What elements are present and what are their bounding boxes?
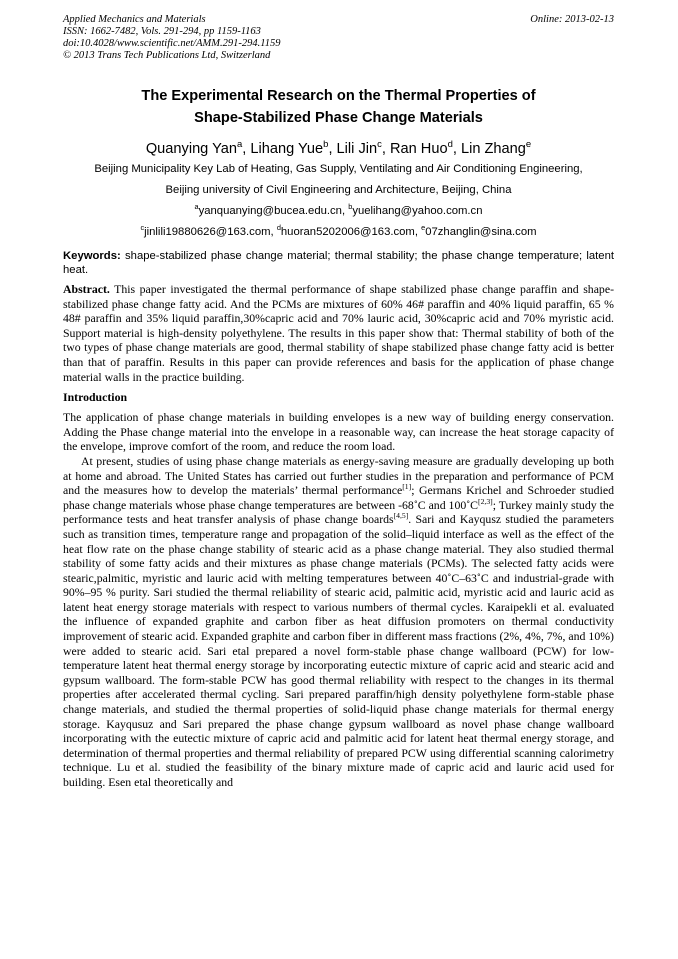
journal-info [63, 14, 280, 62]
affiliation-block [63, 159, 614, 243]
author-name: Quanying Yan [145, 141, 237, 157]
email-c: jinlili19880626@163.com, [144, 226, 277, 238]
author-sup: b [323, 139, 329, 151]
intro-p2-text-d: . Sari and Kayqusz studied the parameters such as transition times, temperature range and propagation of the solid–liquid interface as well as the effect of the heat flow rate on the phase change stability of stearic acid as a phase change material. They also studied thermal stability of some fatty acids and their mixtures as phase change materials (PCMs). The selected fatty acids were stearic,palmitic, myristic and lauric acid with melting temperatures between 40˚C–63˚C and industrial-grade with 90%–95 % purity. Sari studied the thermal reliability of stearic acid, palmitic acid, myristic acid and lauric acid as latent heat energy storage materials with respect to various numbers of thermal cycles. Karaipekli et al. evaluated the influence of expanded graphite and carbon fiber as heat diffusion promoters on thermal conductivity improvement of stearic acid. Expanded graphite and carbon fiber in different mass fractions (2%, 4%, 7%, and 10%) were added to stearic acid. Sari etal prepared a novel form-stable phase change wallboard (PCW) for low-temperature latent heat thermal energy storage by incorporating eutectic mixture of capric acid and stearic acid and gypsum wallboard. The form-stable PCW has good thermal reliability with respect to the changes in its thermal properties after accelerated thermal cycling. Sari prepared paraffin/high density polyethylene form-stable phase change materials, and studied the thermal properties of solid-liquid phase change materials for thermal energy storage. Kayqusuz and Sari prepared the phase change gypsum wallboard as novel phase change wallboard incorporating with the eutectic mixture of capric acid and palmitic acid for latent heat thermal energy storage, and determination of thermal properties and thermal reliability of prepared PCW using differential scanning calorimetry technique. Lu et al. studied the feasibility of the binary mixture made of capric acid and lauric acid used for building. Esen etal theoretically and [63, 512, 614, 789]
email-sup: b [348, 202, 353, 212]
affiliation-line-2: Beijing university of Civil Engineering and Architecture, Beijing, China [165, 184, 512, 196]
author-sup: d [447, 139, 453, 151]
author-sup: e [525, 139, 532, 151]
author-name: Ran Huo [389, 141, 448, 157]
email-a: yanquanying@bucea.edu.cn, [198, 205, 349, 217]
title-line-1: The Experimental Research on the Thermal Properties of [141, 88, 536, 104]
abstract-text: This paper investigated the thermal performance of shape stabilized phase change paraffin and shape-stabilized phase change fatty acid. And the PCMs are mixtures of 60% 46# paraffin and 40% liquid paraffin, 65 % 48# paraffin and 35% liquid paraffin,30%capric acid and 70% lauric acid, 30%capric acid and 70% myristic acid. Support material is high-density polyethylene. The results in this paper show that: Thermal stability of both of the two types of phase change materials are good, thermal stability of shape stabilized phase change fatty acid is better than that of paraffin. Results in this paper can provide references and basis for the application of phase change material walls in the practice building. [63, 282, 614, 384]
email-d: huoran5202006@163.com, [280, 226, 422, 238]
author-name: Lin Zhang [460, 141, 526, 157]
email-sup: a [194, 202, 199, 212]
email-b: yuelihang@yahoo.com.cn [352, 205, 483, 217]
citation-ref: [4,5] [393, 511, 409, 521]
affiliation-line-1: Beijing Municipality Key Lab of Heating, Gas Supply, Ventilating and Air Conditioning Engineering, [94, 163, 583, 175]
email-line-2 [63, 222, 614, 243]
intro-p2-text-b: ; Germans Krichel and Schroeder studied phase change materials whose phase change temperatures are between -68˚C and 100˚C [63, 483, 614, 512]
author-name: Lihang Yue [250, 141, 324, 157]
running-header [63, 14, 614, 62]
keywords-label: Keywords: [63, 250, 121, 262]
intro-paragraph-1: The application of phase change materials in building envelopes is a new way of building energy conservation. Adding the Phase change material into the envelope in a reasonable way, can increase the heat storage capacity of the envelope, improve comfort of the room, and reduce the room load. [63, 410, 614, 454]
author-sep: , [242, 141, 251, 157]
email-sup: d [276, 223, 281, 233]
citation-ref: [1] [402, 482, 412, 492]
section-heading-introduction: Introduction [63, 390, 128, 405]
intro-p2-text-a: At present, studies of using phase change materials as energy-saving measure are gradually developing up both at home and abroad. The United States has carried out further studies in the preparation and performance of PCM and the measures how to develop the materials’ thermal performance [63, 453, 614, 498]
author-sup: c [377, 139, 382, 151]
author-name: Lili Jin [336, 141, 378, 157]
doi-line: doi:10.4028/www.scientific.net/AMM.291-294.1159 [63, 38, 281, 49]
citation-ref: [2,3] [478, 496, 493, 506]
email-sup: e [421, 223, 426, 233]
abstract-label: Abstract. [63, 282, 110, 296]
copyright-line: © 2013 Trans Tech Publications Ltd, Switzerland [63, 50, 271, 61]
keywords-paragraph [63, 249, 614, 277]
author-sep: , [328, 141, 337, 157]
journal-name: Applied Mechanics and Materials [63, 14, 206, 25]
email-line-1 [63, 201, 614, 222]
online-date: Online: 2013-02-13 [530, 14, 614, 25]
title-line-2: Shape-Stabilized Phase Change Materials [194, 110, 483, 126]
email-e: 07zhanglin@sina.com [425, 226, 537, 238]
email-sup: c [140, 223, 145, 233]
intro-paragraph-2 [63, 454, 614, 790]
issn-line: ISSN: 1662-7482, Vols. 291-294, pp 1159-1163 [63, 26, 261, 37]
paper-page [63, 14, 614, 790]
abstract-paragraph [63, 282, 614, 384]
author-sup: a [236, 139, 243, 151]
paper-title [63, 85, 614, 129]
author-sep: , [452, 141, 461, 157]
author-sep: , [381, 141, 390, 157]
intro-p2-text-c: ; Turkey mainly study the performance tests and heat transfer analysis of phase change boards [63, 497, 614, 527]
keywords-text: shape-stabilized phase change material; thermal stability; the phase change temperature; latent heat. [63, 250, 614, 276]
author-list [63, 139, 614, 159]
